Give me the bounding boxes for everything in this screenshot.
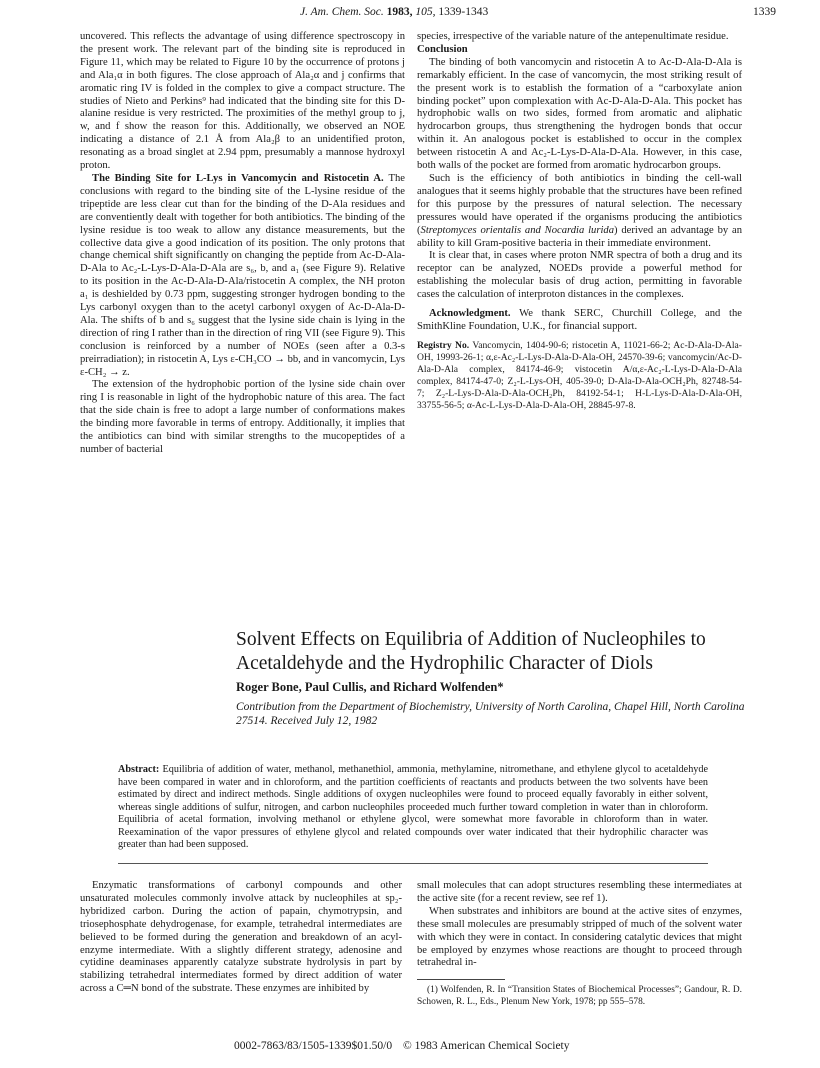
paragraph-text: The conclusions with regard to the binding site of the L-lysine residue of the tripeptide are less clear cut than for the binding of the D-Ala residues and are conventiently dealt with together for both antibiotics. The binding of the lysine residue is too weak to allow any distance measurements, but the collective data give a good indication of its position. The only protons that change chemical shift significantly on changing the peptide from Ac-D-Ala-D-Ala to Ac₂-L-Lys-D-Ala-D-Ala are s₆, b, and a₁ (see Figure 9). Relative to its position in the Ac-D-Ala-D-Ala/ristocetin A complex, the NH proton a₁ is deshielded by 0.73 ppm, suggesting stronger hydrogen bonding to the Lys carbonyl oxygen than to the acetyl carbonyl oxygen of Ac-D-Ala-D-Ala. The shifts of b and s₆ suggest that the lysine side chain is lying in the direction of ring I rather than in the direction of ring VII (see Figure 9). This conclusion is reinforced by a number of NOEs (seen after a 0.3-s preirradiation); in ristocetin A, Lys ε-CH₃CO → bb, and in vancomycin, Lys ε-CH₂ → z. (80, 172, 405, 378)
registry-numbers (417, 340, 742, 412)
organism-names: Streptomyces orientalis and Nocardia lurida (420, 224, 614, 236)
acknowledgment-heading: Acknowledgment. (429, 308, 511, 320)
article-authors: Roger Bone, Paul Cullis, and Richard Wolfenden* (236, 680, 504, 694)
acknowledgment (417, 308, 742, 334)
registry-heading: Registry No. (417, 339, 470, 351)
journal-volume: 105, (415, 6, 436, 18)
footnote: (1) Wolfenden, R. In “Transition States of Biochemical Processes”; Gandour, R. D. Schowen, R. L., Eds., Plenum New York, 1978; pp 555–578. (417, 985, 742, 1007)
conclusion-heading: Conclusion (417, 43, 468, 55)
right-column-top (417, 31, 742, 412)
article-code: 0002-7863/83/1505-1339$01.50/0 (234, 1040, 393, 1052)
left-column-bottom (80, 880, 402, 996)
paragraph: species, irrespective of the variable nature of the antepenultimate residue. (417, 31, 729, 42)
registry-text: Vancomycin, 1404-90-6; ristocetin A, 11021-66-2; Ac-D-Ala-D-Ala-OH, 19993-26-1; α,ε-Ac₂-L-Lys-D-Ala-D-Ala-OH, 24570-39-6; vancomycin/Ac-D-Ala-D-Ala complex, 84174-46-9; vistocetin A/α,ε-Ac₂-L-Lys-D-Ala-D-Ala complex, 84174-47-0; Z₂-L-Lys-OH, 405-39-0; D-Ala-D-Ala-OCH₂Ph, 82748-54-7; Z₂-L-Lys-D-Ala-D-Ala-OCH₂Ph, 84192-54-1; H-L-Lys-D-Ala-D-Ala-OH, 33755-56-5; α-Ac-L-Lys-D-Ala-D-Ala-OH, 28845-97-8. (417, 339, 742, 411)
acknowledgment-text: We thank SERC, Churchill College, and the SmithKline Foundation, U.K., for financial support. (417, 308, 742, 332)
article-title: Solvent Effects on Equilibria of Addition of Nucleophiles to Acetaldehyde and the Hydrophilic Character of Diols (236, 629, 706, 674)
paragraph (417, 173, 742, 250)
abstract-label: Abstract: (118, 764, 160, 775)
paragraph-text: ) derived an advantage by an ability to kill Gram-positive bacteria in their immediate environment. (417, 224, 742, 249)
paragraph: It is clear that, in cases where proton NMR spectra of both a drug and its receptor can be analyzed, NOEDs provide a powerful method for establishing the molecular basis of drug action, permitting in favorable cases the calculation of interproton distances in the complexes. (417, 250, 742, 301)
footnote-divider (417, 979, 505, 980)
paragraph: Enzymatic transformations of carbonyl compounds and other unsaturated molecules commonly involve attack by nucleophiles at sp₂-hybridized carbon. During the action of papain, chymotrypsin, and triosephosphate dehydrogenase, for example, tetrahedral intermediates are believed to be formed during the generation and breakdown of an acyl-enzyme intermediate. With a slightly different strategy, adenosine and cytidine deaminases apparently catalyze substrate hydrolysis in part by stabilizing tetrahedral intermediates formed by direct addition of water across a C═N bond of the substrate. These enzymes are inhibited by (80, 880, 402, 995)
paragraph (80, 173, 405, 380)
paragraph-text: Such is the efficiency of both antibiotics in binding the cell-wall analogues that it seems highly probable that the structures have been refined for this purpose by the pressures of natural selection. The necessary pressures would have operated if the organisms producing the antibiotics ( (417, 172, 742, 236)
section-heading: The Binding Site for L-Lys in Vancomycin and Ristocetin A. (92, 172, 384, 184)
abstract-divider (118, 863, 708, 864)
journal-year: 1983, (386, 6, 413, 18)
right-column-bottom (417, 880, 742, 1008)
page-footer (234, 1040, 578, 1052)
paragraph: uncovered. This reflects the advantage of using difference spectroscopy in the present work. The relevant part of the binding site is reproduced in Figure 11, which may be related to Figure 10 by the occurrence of protons j and Ala₁α in both figures. The close approach of Ala₂α and j confirms that aromatic ring IV is folded in the complex to give a compact structure. The studies of Nieto and Perkins⁹ had indicated that the binding site for this D-alanine residue is very restricted. The proximities of the methyl group to j, w, and f show the reason for this. Additionally, we observed an NOE indicating a distance of 2.1 Å from Ala₂β to an unidentified proton, resonating as a broad singlet at 2.94 ppm, presumably a mannose hydroxyl proton. (80, 31, 405, 172)
journal-name: J. Am. Chem. Soc. (300, 6, 384, 18)
left-column-top (80, 31, 405, 457)
article-affiliation: Contribution from the Department of Biochemistry, University of North Carolina, Chapel Hill, North Carolina 27514. Received July 12, 1982 (236, 701, 745, 727)
paragraph: small molecules that can adopt structures resembling these intermediates at the active site (for a recent review, see ref 1). (417, 880, 742, 904)
abstract (118, 764, 708, 852)
page-number: 1339 (753, 6, 776, 18)
paragraph: When substrates and inhibitors are bound at the active sites of enzymes, these small molecules are presumably stripped of much of the solvent water with which they were in contact. In considering catalytic devices that might be employed by enzymes whose reactions are thought to proceed through tetrahedral in- (417, 905, 742, 969)
journal-pages: 1339-1343 (438, 6, 489, 18)
paragraph: The binding of both vancomycin and ristocetin A to Ac-D-Ala-D-Ala is remarkably efficient. In the case of vancomycin, the most striking result of the present work is to establish the formation of a “carboxylate anion binding pocket” upon complexation with Ac-D-Ala-D-Ala. This pocket has hydrophobic walls on two sides, formed from aromatic and aliphatic hydrocarbon groups, thus strengthening the hydrogen bonds that occur within it. An analogous pocket is established to occur in the complex between ristocetin A and Ac₂-L-Lys-D-Ala-D-Ala. However, in this case, both walls of the pocket are formed from aromatic hydrocarbon groups. (417, 56, 742, 172)
paragraph: The extension of the hydrophobic portion of the lysine side chain over ring I is reasonable in light of the hydrophobic nature of this area. The fact that the side chain is free to adopt a large number of conformations makes the binding more favorable in terms of entropy. Additionally, it implies that the antibiotics can bind with similar strengths to the mucopeptides of a number of bacterial (80, 379, 405, 455)
running-head (0, 6, 820, 24)
copyright: © 1983 American Chemical Society (403, 1040, 570, 1052)
running-head-citation (300, 6, 488, 18)
abstract-text: Equilibria of addition of water, methanol, methanethiol, ammonia, methylamine, nitromethane, and ethylene glycol to acetaldehyde have been compared in water and in chloroform, and the partition coefficients of reactants and products between the two solvents have been estimated by direct and indirect methods. Single additions of oxygen nucleophiles were found to proceed equally favorably in either solvent, whereas single additions of sulfur, nitrogen, and carbon nucleophiles proceeded much further toward completion in water than in chloroform. Equilibria of acetal formation, involving methanol or ethylene glycol, were somewhat more favorable in chloroform than in water. Reexamination of the vapor pressures of ethylene glycol and related compounds over water indicated that their hydrophilic character was greater than had been supposed. (118, 764, 708, 850)
